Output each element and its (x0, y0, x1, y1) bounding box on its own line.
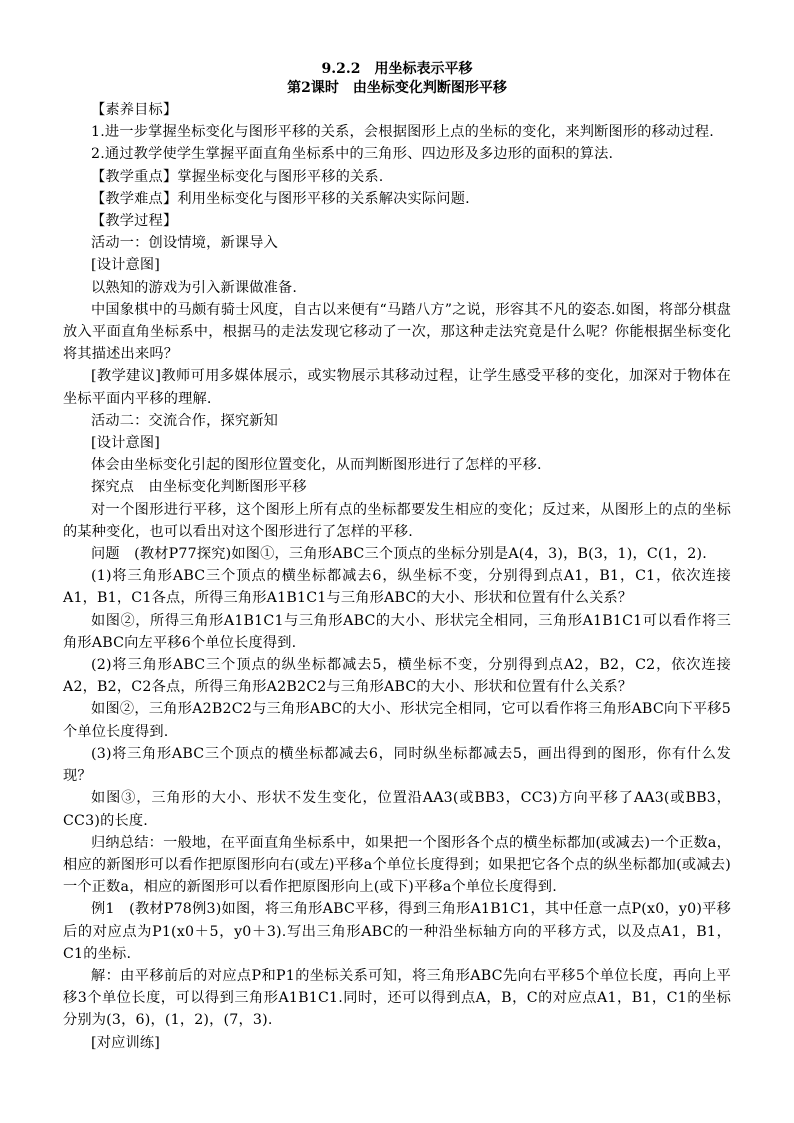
answer-1: 如图②，所得三角形A1B1C1与三角形ABC的大小、形状完全相同，三角形A1B1C1可以看作将三角形ABC向左平移6个单位长度得到. (63, 612, 731, 651)
answer-2: 如图②，三角形A2B2C2与三角形ABC的大小、形状完全相同，它可以看作将三角形ABC向下平移5个单位长度得到. (63, 701, 731, 740)
design-intent-label-2: [设计意图] (91, 435, 161, 452)
chess-paragraph: 中国象棋中的马颇有骑士风度，自古以来便有“马踏八方”之说，形容其不凡的姿态.如图，将部分棋盘放入平面直角坐标系中，根据马的走法发现它移动了一次，那这种走法究竟是什么呢？你能根据坐标变化将其描述出来吗？ (63, 301, 731, 363)
document-body (63, 99, 731, 1054)
answer-3: 如图③，三角形的大小、形状不发生变化，位置沿AA3(或BB3，CC3)方向平移了AA3(或BB3，CC3)的长度. (63, 790, 731, 829)
design-intent-text-2: 体会由坐标变化引起的图形位置变化，从而判断图形进行了怎样的平移. (91, 457, 542, 474)
lesson-subtitle: 第2课时 由坐标变化判断图形平移 (287, 80, 507, 96)
practice-label: [对应训练] (91, 1034, 161, 1051)
teaching-focus: 【教学重点】掌握坐标变化与图形平移的关系. (91, 168, 384, 185)
example-1-solution: 解：由平移前后的对应点P和P1的坐标关系可知，将三角形ABC先向右平移5个单位长度，再向上平移3个单位长度，可以得到三角形A1B1C1.同时，还可以得到点A，B，C的对应点A1，B1，C1的坐标分别为(3，6)，(1，2)，(7，3). (63, 967, 731, 1029)
exploration-point: 探究点 由坐标变化判断图形平移 (91, 479, 307, 496)
question-3: (3)将三角形ABC三个顶点的横坐标都减去6，同时纵坐标都减去5，画出得到的图形，你有什么发现？ (63, 745, 731, 785)
section-heading-objectives: 【素养目标】 (91, 102, 178, 118)
design-intent-label: [设计意图] (91, 257, 161, 274)
design-intent-text: 以熟知的游戏为引入新课做准备. (91, 279, 298, 296)
activity-2-heading: 活动二：交流合作，探究新知 (91, 412, 279, 429)
activity-1-heading: 活动一：创设情境，新课导入 (91, 235, 279, 252)
question-2: (2)将三角形ABC三个顶点的纵坐标都减去5，横坐标不变，分别得到点A2，B2，C2，依次连接A2，B2，C2各点，所得三角形A2B2C2与三角形ABC的大小、形状和位置有什么关系？ (63, 657, 731, 696)
example-1: 例1 (教材P78例3)如图，将三角形ABC平移，得到三角形A1B1C1，其中任意一点P(x0，y0)平移后的对应点为P1(x0＋5，y0＋3).写出三角形ABC的一种沿坐标轴方向的平移方式，以及点A1，B1，C1的坐标. (63, 901, 731, 962)
summary: 归纳总结：一般地，在平面直角坐标系中，如果把一个图形各个点的横坐标都加(或减去)一个正数a，相应的新图形可以看作把原图形向右(或左)平移a个单位长度得到；如果把它各个点的纵坐标都加(或减去)一个正数a，相应的新图形可以看作把原图形向上(或下)平移a个单位长度得到. (63, 834, 731, 896)
problem-statement: 问题 (教材P77探究)如图①，三角形ABC三个顶点的坐标分别是A(4，3)，B(3，1)，C(1，2). (91, 546, 707, 563)
teaching-difficulty: 【教学难点】利用坐标变化与图形平移的关系解决实际问题. (91, 190, 470, 207)
objective-2: 2.通过教学使学生掌握平面直角坐标系中的三角形、四边形及多边形的面积的算法. (91, 146, 614, 163)
objective-1: 1.进一步掌握坐标变化与图形平移的关系，会根据图形上点的坐标的变化，来判断图形的移动过程. (91, 124, 714, 141)
lesson-title: 9.2.2 用坐标表示平移 (321, 61, 473, 77)
teaching-suggestion: [教学建议]教师可用多媒体展示，或实物展示其移动过程，让学生感受平移的变化，加深对于物体在坐标平面内平移的理解. (63, 368, 731, 407)
question-1: (1)将三角形ABC三个顶点的横坐标都减去6，纵坐标不变，分别得到点A1，B1，C1，依次连接A1，B1，C1各点，所得三角形A1B1C1与三角形ABC的大小、形状和位置有什么关系？ (63, 568, 731, 607)
section-heading-process: 【教学过程】 (91, 213, 178, 230)
translation-explanation: 对一个图形进行平移，这个图形上所有点的坐标都要发生相应的变化；反过来，从图形上的点的坐标的某种变化，也可以看出对这个图形进行了怎样的平移. (63, 501, 731, 540)
